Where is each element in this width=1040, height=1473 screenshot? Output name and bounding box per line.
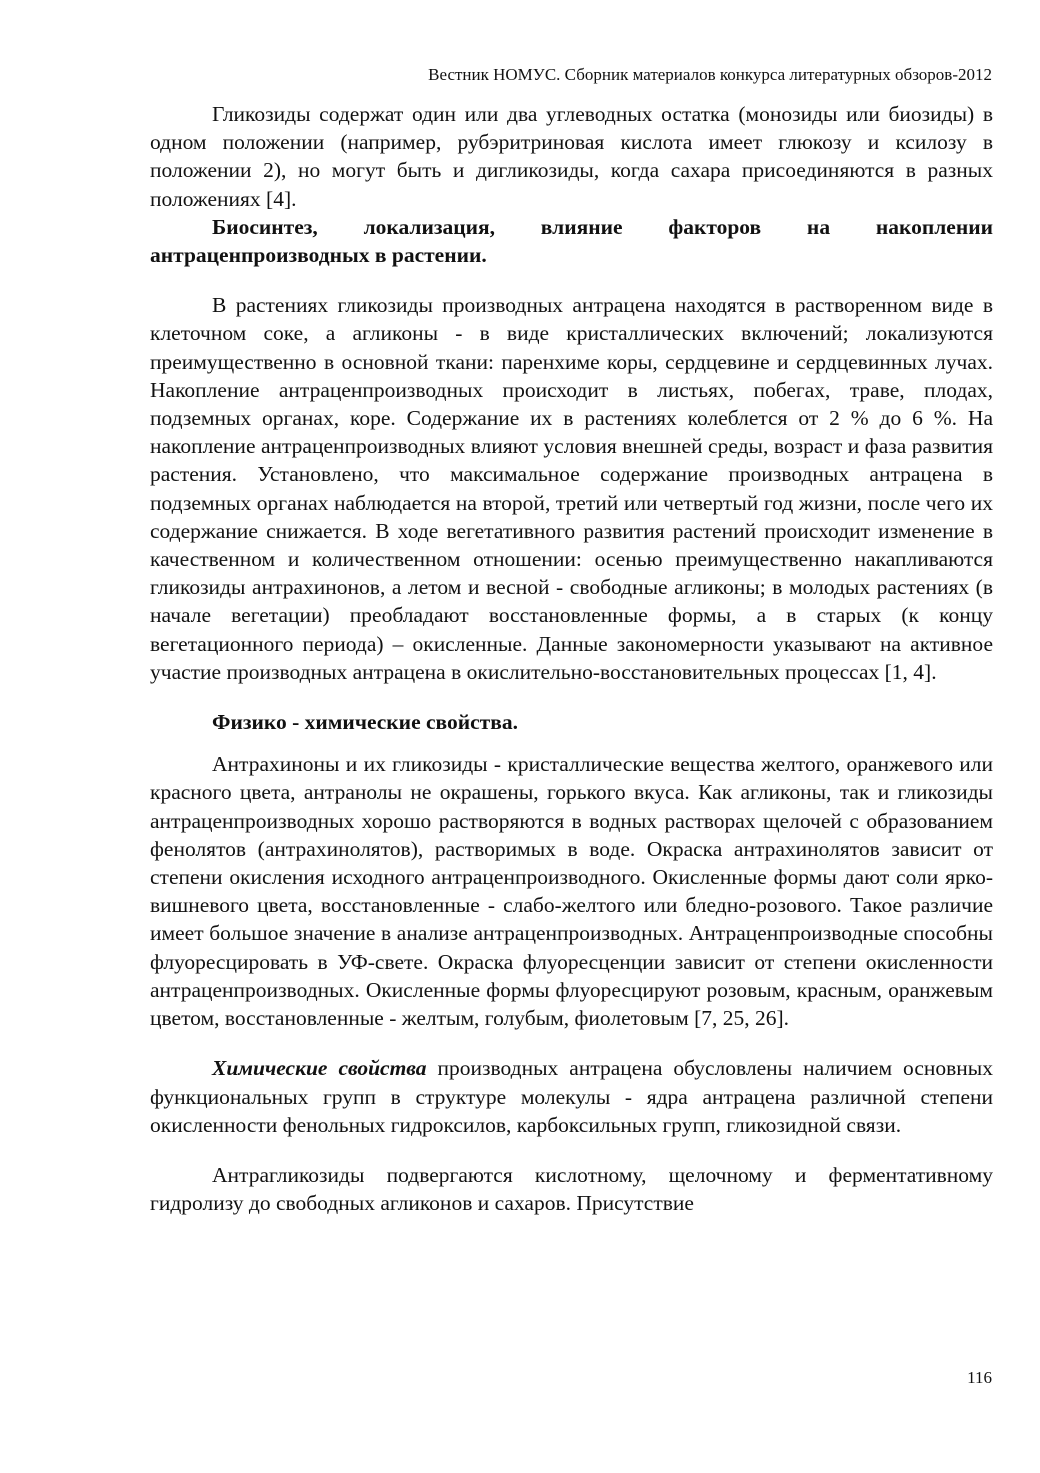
paragraph-biosynthesis: В растениях гликозиды производных антрацена находятся в растворенном виде в клеточном соке, а агликоны - в виде кристаллических включений; локализуются преимущественно в основной ткани: паренхиме коры, сердцевине и сердцевинных лучах. Накопление антраценпроизводных происходит в листьях, побегах, траве, плодах, подземных органах, коре. Содержание их в растениях колеблется от 2 % до 6 %. На накопление антраценпроизводных влияют условия внешней среды, возраст и фаза развития растения. Установлено, что максимальное содержание производных антрацена в подземных органах наблюдается на второй, третий или четвертый год жизни, после чего их содержание снижается. В ходе вегетативного развития растений происходит изменение в качественном и количественном отношении: осенью преимущественно накапливаются гликозиды антрахинонов, а летом и весной - свободные агликоны; в молодых растениях (в начале вегетации) преобладают восстановленные формы, а в старых (к концу вегетационного периода) – окисленные. Данные закономерности указывают на активное участие производных антрацена в окислительно-восстановительных процессах [1, 4]. — [150, 293, 993, 684]
paragraph-properties: Антрахиноны и их гликозиды - кристаллические вещества желтого, оранжевого или красного цвета, антранолы не окрашены, горького вкуса. Как агликоны, так и гликозиды антраценпроизводных хорошо растворяются в водных растворах щелочей с образованием фенолятов (антрахинолятов), растворимых в воде. Окраска антрахинолятов зависит от степени окисления исходного антраценпроизводного. Окисленные формы дают соли ярко-вишневого цвета, восстановленные - слабо-желтого или бледно-розового. Такое различие имеет большое значение в анализе антраценпроизводных. Антраценпроизводные способны флуоресцировать в УФ-свете. Окраска флуоресценции зависит от степени окисленности антраценпроизводных. Окисленные формы флуоресцируют розовым, красным, оранжевым цветом, восстановленные - желтым, голубым, фиолетовым [7, 25, 26]. — [150, 752, 993, 1031]
paragraph-chemical-properties — [150, 1054, 993, 1139]
page-body — [150, 100, 993, 1217]
section-heading-biosynthesis: Биосинтез, локализация, влияние факторов на накоплении антраценпроизводных в растении. — [150, 214, 993, 268]
running-header: Вестник НОМУС. Сборник материалов конкурса литературных обзоров-2012 — [428, 65, 992, 84]
chemical-properties-lead: Химические свойства — [212, 1056, 427, 1081]
chemical-properties-text: производных антрацена обусловлены наличием основных функциональных групп в структуре молекулы - ядра антрацена различной степени окисленности фенольных гидроксилов, карбоксильных групп, гликозидной связи. — [150, 1056, 993, 1137]
section-heading-properties: Физико - химические свойства. — [212, 710, 518, 735]
paragraph-hydrolysis: Антрагликозиды подвергаются кислотному, щелочному и ферментативному гидролизу до свободных агликонов и сахаров. Присутствие — [150, 1162, 993, 1216]
page-number: 116 — [967, 1368, 992, 1387]
paragraph-glycosides: Гликозиды содержат один или два углеводных остатка (монозиды или биозиды) в одном положении (например, рубэритриновая кислота имеет глюкозу и ксилозу в положении 2), но могут быть и дигликозиды, когда сахара присоединяются в разных положениях [4]. — [150, 102, 993, 211]
